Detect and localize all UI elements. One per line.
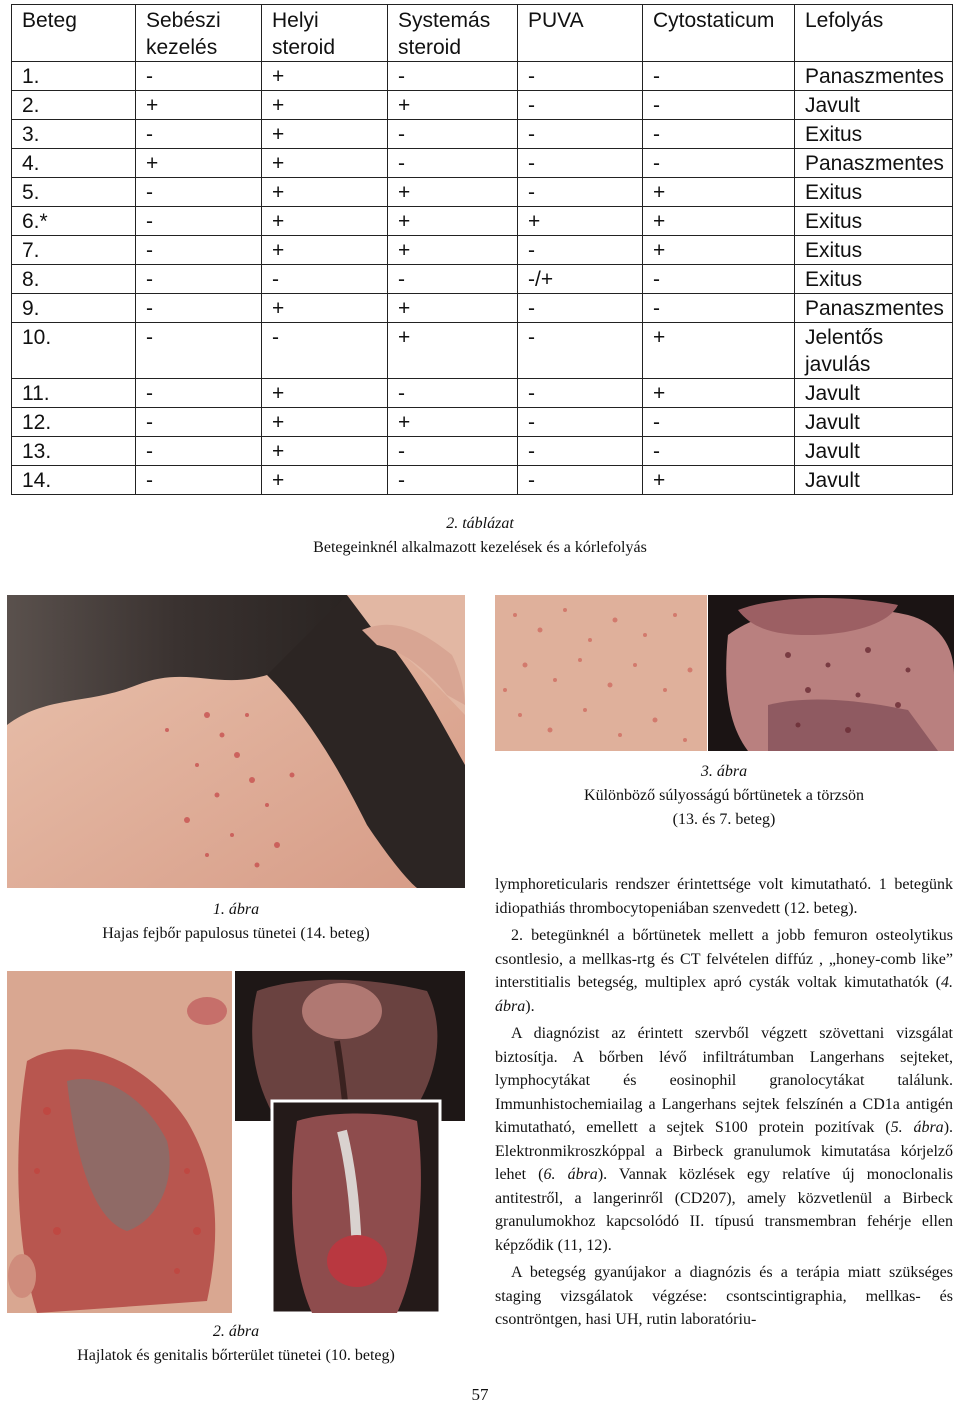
patient-number-cell: 2. — [12, 91, 136, 120]
table-cell: - — [643, 265, 795, 294]
patient-number-cell: 14. — [12, 466, 136, 495]
table-cell: - — [388, 379, 518, 408]
table-cell: - — [136, 379, 262, 408]
treatment-table — [11, 4, 953, 495]
figure3-number: 3. ábra — [700, 763, 748, 780]
table-cell: + — [643, 236, 795, 265]
table-cell: - — [388, 265, 518, 294]
figure3-title-line1: Különböző súlyosságú bőrtünetek a törzsön — [584, 787, 864, 804]
table-cell: + — [388, 294, 518, 323]
table-cell: - — [136, 178, 262, 207]
table-cell: - — [643, 294, 795, 323]
table-cell: - — [518, 294, 643, 323]
scalp-photo — [7, 595, 465, 888]
table-row — [12, 236, 953, 265]
patient-number-cell: 8. — [12, 265, 136, 294]
table-caption-number: 2. táblázat — [446, 515, 514, 532]
patient-number-cell: 6.* — [12, 207, 136, 236]
table-cell: - — [136, 466, 262, 495]
table-cell: - — [518, 178, 643, 207]
table-cell: Exitus — [795, 207, 953, 236]
table-cell: + — [388, 207, 518, 236]
table-cell: Jelentős javulás — [795, 323, 953, 379]
table-cell: - — [643, 91, 795, 120]
table-cell: + — [643, 379, 795, 408]
patient-number-cell: 1. — [12, 62, 136, 91]
table-caption — [0, 512, 960, 560]
patient-number-cell: 3. — [12, 120, 136, 149]
table-cell: + — [262, 294, 388, 323]
table-cell: - — [643, 408, 795, 437]
table-cell: + — [262, 91, 388, 120]
table-row — [12, 149, 953, 178]
header-beteg: Beteg — [12, 5, 136, 62]
table-cell: + — [262, 149, 388, 178]
paragraph-3: A diagnózist az érintett szervből végzett szövettani vizsgálat biztosítja. A bőrben lévő infiltrátumban Langerhans sejteket, lymphocytákat és eosinophil granolocytákat találunk. Immunhistochemiailag a Langerhans sejtek felszínén a CD1a antigén kimutatható, emellett a sejtek S100 protein pozitívak (5. ábra). Elektronmikroszkóppal a Birbeck granulumok kimutatása kórjelző lehet (6. ábra). Vannak közlések egy relatíve új monoclonalis antitestről, a langerinről (CD207), amely közvetlenül a Birbeck granulumokhoz kapcsolódó II. típusú transmembran fehérje ellen képződik (11, 12). — [495, 1025, 954, 1254]
table-cell: - — [518, 466, 643, 495]
figure3-caption — [495, 760, 953, 832]
table-cell: - — [518, 236, 643, 265]
table-row — [12, 408, 953, 437]
table-cell: - — [643, 120, 795, 149]
figure1-number: 1. ábra — [212, 901, 260, 918]
table-cell: + — [643, 466, 795, 495]
table-cell: + — [262, 236, 388, 265]
paragraph-4: A betegség gyanújakor a diagnózis és a terápia miatt szükséges staging vizsgálatok végzése: csontscintigraphia, mellkas- és csontröntgen, hasi UH, rutin laboratóriu- — [495, 1264, 953, 1328]
figure5-reference: 5. ábra — [890, 1119, 944, 1136]
patient-number-cell: 12. — [12, 408, 136, 437]
table-cell: - — [518, 62, 643, 91]
table-cell: - — [388, 466, 518, 495]
table-cell: - — [518, 408, 643, 437]
table-cell: Javult — [795, 437, 953, 466]
table-cell: Exitus — [795, 178, 953, 207]
table-header-row — [12, 5, 953, 62]
table-cell: - — [518, 437, 643, 466]
table-cell: - — [388, 62, 518, 91]
table-cell: + — [643, 178, 795, 207]
table-row — [12, 323, 953, 379]
table-row — [12, 437, 953, 466]
header-lefolyas: Lefolyás — [795, 5, 953, 62]
table-cell: + — [388, 323, 518, 379]
table-cell: + — [518, 207, 643, 236]
figure1-title: Hajas fejbőr papulosus tünetei (14. beteg) — [102, 925, 370, 942]
table-row — [12, 207, 953, 236]
patient-number-cell: 5. — [12, 178, 136, 207]
patient-number-cell: 4. — [12, 149, 136, 178]
figure1-caption — [7, 898, 465, 946]
table-cell: + — [262, 178, 388, 207]
table-cell: + — [262, 379, 388, 408]
figure2-title: Hajlatok és genitalis bőrterület tünetei (10. beteg) — [77, 1347, 395, 1364]
table-row — [12, 265, 953, 294]
table-row — [12, 62, 953, 91]
trunk-photo-patient13 — [495, 595, 707, 751]
table-cell: + — [262, 466, 388, 495]
table-cell: + — [262, 408, 388, 437]
body-text-column — [495, 873, 953, 1336]
table-cell: - — [643, 437, 795, 466]
table-cell: - — [136, 437, 262, 466]
table-cell: - — [262, 323, 388, 379]
table-caption-title: Betegeinknél alkalmazott kezelések és a kórlefolyás — [313, 539, 647, 556]
table-cell: Javult — [795, 408, 953, 437]
figure2-photo-image — [7, 971, 465, 1313]
table-cell: + — [136, 91, 262, 120]
table-cell: Panaszmentes — [795, 294, 953, 323]
table-cell: - — [643, 149, 795, 178]
patient-number-cell: 11. — [12, 379, 136, 408]
table-cell: + — [262, 207, 388, 236]
patient-number-cell: 9. — [12, 294, 136, 323]
header-puva: PUVA — [518, 5, 643, 62]
table-cell: - — [518, 379, 643, 408]
table-cell: Exitus — [795, 120, 953, 149]
trunk-photo-patient7-image — [708, 595, 954, 751]
table-cell: Javult — [795, 466, 953, 495]
table-row — [12, 294, 953, 323]
table-cell: Javult — [795, 379, 953, 408]
figure2-caption — [7, 1320, 465, 1368]
patient-number-cell: 10. — [12, 323, 136, 379]
table-cell: - — [136, 294, 262, 323]
table-cell: + — [136, 149, 262, 178]
table-cell: - — [388, 149, 518, 178]
table-cell: + — [388, 91, 518, 120]
header-sebeszi-kezeles: Sebészi kezelés — [136, 5, 262, 62]
table-cell: + — [388, 236, 518, 265]
patient-number-cell: 7. — [12, 236, 136, 265]
table-cell: Panaszmentes — [795, 62, 953, 91]
paragraph-1: lymphoreticularis rendszer érintettsége volt kimutatható. 1 betegünk idiopathiás thrombocytopeniában szenvedett (12. beteg). — [495, 876, 953, 917]
table-cell: + — [643, 207, 795, 236]
table-cell: - — [388, 120, 518, 149]
table-cell: -/+ — [518, 265, 643, 294]
table-cell: - — [136, 323, 262, 379]
paragraph-2: 2. betegünknél a bőrtünetek mellett a jobb femuron osteolytikus csontlesio, a mellkas-rtg és CT felvételen diffúz , „honey-comb like” interstitialis betegség, multiplex apró cysták voltak kimutathatók (4. ábra). — [495, 927, 953, 1015]
table-row — [12, 379, 953, 408]
table-row — [12, 178, 953, 207]
figure3-title-line2: (13. és 7. beteg) — [672, 811, 776, 828]
table-cell: + — [262, 120, 388, 149]
table-cell: - — [518, 149, 643, 178]
table-cell: Panaszmentes — [795, 149, 953, 178]
figure2-number: 2. ábra — [212, 1323, 260, 1340]
table-cell: + — [388, 408, 518, 437]
figure2-photo-group — [7, 971, 465, 1313]
table-cell: - — [518, 323, 643, 379]
table-cell: - — [388, 437, 518, 466]
table-cell: - — [518, 91, 643, 120]
table-cell: - — [136, 62, 262, 91]
figure6-reference: 6. ábra — [543, 1166, 598, 1183]
header-systemas-steroid: Systemás steroid — [388, 5, 518, 62]
table-row — [12, 91, 953, 120]
header-cytostaticum: Cytostaticum — [643, 5, 795, 62]
header-helyi-steroid: Helyi steroid — [262, 5, 388, 62]
trunk-photo-patient13-image — [495, 595, 707, 751]
table-cell: - — [136, 236, 262, 265]
page-number: 57 — [471, 1385, 489, 1404]
table-row — [12, 466, 953, 495]
scalp-photo-image — [7, 595, 465, 888]
table-body — [12, 62, 953, 495]
table-cell: - — [136, 265, 262, 294]
figure4-reference: 4. ábra — [495, 974, 953, 1015]
table-cell: - — [643, 62, 795, 91]
table-cell: + — [262, 62, 388, 91]
table-cell: - — [136, 408, 262, 437]
table-cell: - — [518, 120, 643, 149]
table-cell: Exitus — [795, 236, 953, 265]
table-cell: Exitus — [795, 265, 953, 294]
table-cell: + — [388, 178, 518, 207]
table-cell: + — [643, 323, 795, 379]
patient-number-cell: 13. — [12, 437, 136, 466]
table-cell: - — [136, 207, 262, 236]
table-row — [12, 120, 953, 149]
table-cell: + — [262, 437, 388, 466]
table-cell: Javult — [795, 91, 953, 120]
table-cell: - — [262, 265, 388, 294]
trunk-photo-patient7 — [708, 595, 954, 751]
table-cell: - — [136, 120, 262, 149]
